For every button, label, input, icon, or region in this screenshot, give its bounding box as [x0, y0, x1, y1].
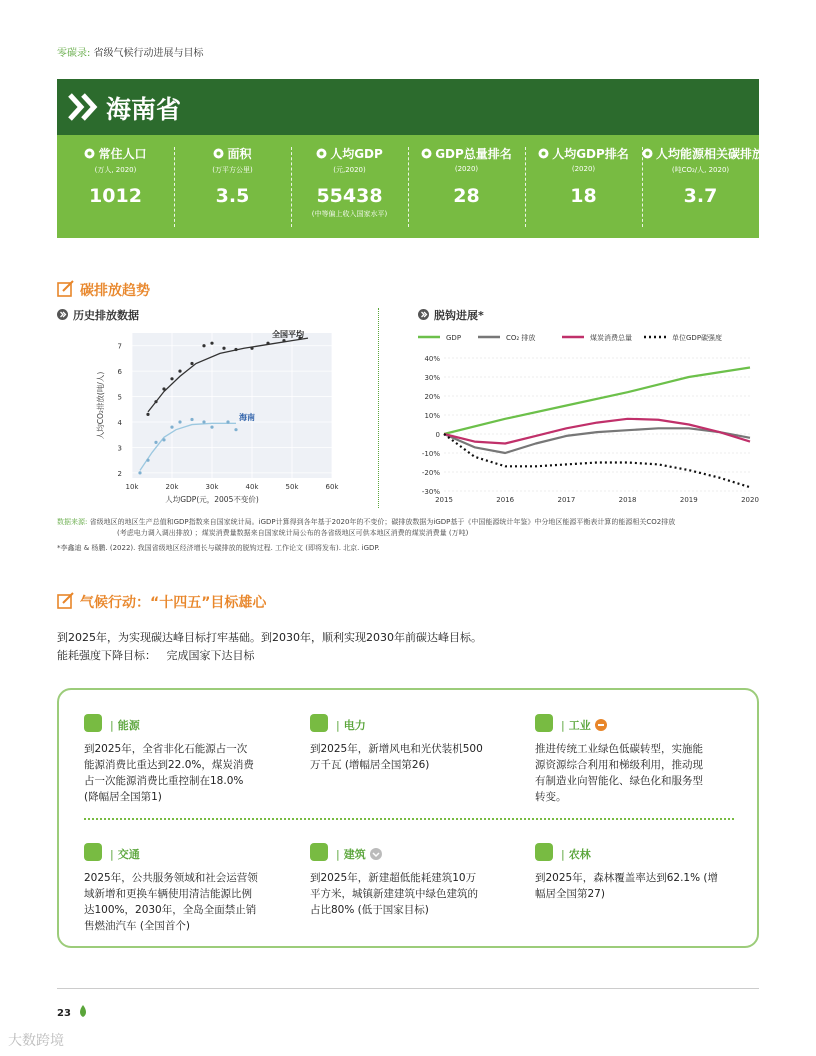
stat-unit: (2020)	[571, 165, 596, 173]
series-line	[444, 368, 750, 435]
co2-cloud-icon	[642, 148, 653, 159]
stat-label-text: 面积	[227, 147, 252, 161]
data-point	[154, 441, 157, 444]
money-icon	[316, 148, 327, 159]
legend-label: GDP	[446, 334, 462, 342]
bar-chart-icon	[421, 148, 432, 159]
stat-value: 1012	[89, 185, 142, 207]
y-tick-label: -30%	[421, 488, 440, 496]
watermark: 大数跨境	[8, 1033, 64, 1049]
card-text-line: 幅居全国第27)	[535, 888, 605, 900]
card-title-text: 交通	[117, 848, 140, 861]
stat-label-text: 人均能源相关碳排放	[656, 147, 765, 161]
data-point	[146, 413, 149, 416]
header-title: 省级气候行动进展与目标	[93, 48, 204, 59]
series-label: 海南	[239, 413, 255, 423]
stat-unit: (2020)	[454, 165, 479, 173]
edit-icon	[57, 280, 75, 298]
power-icon	[310, 714, 328, 732]
stat-label-text: 人均GDP排名	[552, 147, 629, 161]
line-chart	[412, 325, 762, 510]
card-text-line: 域新增和更换车辆使用清洁能源比例	[84, 888, 252, 900]
card-text	[535, 870, 735, 902]
plot-area	[132, 333, 332, 478]
down-arrow-circle-icon	[370, 848, 382, 860]
stat-4	[525, 135, 642, 238]
history-subtitle: 历史排放数据	[73, 309, 139, 322]
card-text-line: 到2025年，新建超低能耗建筑10万	[310, 872, 477, 884]
stat-value: 3.5	[215, 185, 250, 207]
card-text-line: 有制造业向智能化、绿色化和服务型	[535, 775, 703, 787]
source-line1: 省级地区的地区生产总值和GDP指数来自国家统计局。iGDP计算得到各年基于2020年的不变价；碳排放数据为iGDP基于《中国能源统计年鉴》中分地区能源平衡表计算的能源相关CO2排放	[89, 518, 676, 526]
data-point	[234, 348, 237, 351]
stat-unit: (吨CO₂/人, 2020)	[671, 166, 730, 174]
stat-label	[525, 145, 642, 162]
legend-label: CO₂ 排放	[506, 334, 536, 342]
building-icon	[310, 843, 328, 861]
card-text-line: 能源消费比重达到22.0%，煤炭消费	[84, 759, 254, 771]
y-tick-label: 2	[117, 469, 122, 478]
x-tick-label: 2018	[618, 496, 637, 504]
card-text	[310, 870, 510, 918]
data-point	[210, 342, 213, 345]
stat-unit: (万人, 2020)	[94, 166, 137, 174]
stat-label	[408, 145, 525, 162]
card-text-line: 售燃油汽车 (全国首个)	[84, 920, 191, 932]
card-text-line: 万千瓦 (增幅居全国第26)	[310, 759, 430, 771]
stat-label-text: GDP总量排名	[435, 147, 512, 161]
x-tick-label: 50k	[285, 483, 299, 491]
stat-3	[408, 135, 525, 238]
stat-unit: (元,2020)	[333, 166, 366, 174]
data-point	[178, 420, 181, 423]
leaf-icon	[78, 1004, 88, 1018]
data-point	[162, 438, 165, 441]
action-line2: 能耗强度下降目标： 完成国家下达目标	[57, 649, 255, 662]
stat-unit: (万平方公里)	[212, 166, 253, 174]
stat-note: (中等偏上收入国家水平)	[311, 210, 388, 218]
data-point	[202, 344, 205, 347]
province-name: 海南省	[106, 95, 182, 124]
y-tick-label: 0	[435, 431, 440, 439]
card-text	[310, 741, 510, 773]
card-text-line: 到2025年，全省非化石能源占一次	[84, 743, 248, 755]
card-text	[535, 741, 735, 805]
card-text-line: 推进传统工业绿色低碳转型，实施能	[535, 743, 703, 755]
chevron-circle-icon	[418, 309, 429, 320]
card-text-line: (降幅居全国第1)	[84, 791, 162, 803]
card-title-text: 电力	[343, 719, 366, 732]
legend-label: 煤炭消费总量	[590, 334, 632, 342]
data-source	[57, 517, 762, 528]
stat-separator	[408, 147, 409, 227]
chevron-circle-icon	[57, 309, 68, 320]
stat-label	[57, 145, 174, 162]
card-text-line: 到2025年，森林覆盖率达到62.1% (增	[535, 872, 719, 884]
card-text-line: 占比80% (低于国家目标)	[310, 904, 429, 916]
card-text-line: 转变。	[535, 791, 567, 803]
data-point	[210, 426, 213, 429]
y-tick-label: 3	[117, 444, 122, 453]
card-title: | 电力	[336, 719, 366, 732]
page-header	[57, 44, 204, 59]
y-tick-label: 30%	[424, 374, 440, 382]
data-point	[154, 400, 157, 403]
page-number: 23	[57, 1008, 71, 1019]
card-text-line: 平方米，城镇新建建筑中绿色建筑的	[310, 888, 478, 900]
y-tick-label: 20%	[424, 393, 440, 401]
card-title-text: 工业	[568, 719, 591, 732]
data-point	[170, 426, 173, 429]
stat-label	[291, 145, 408, 162]
data-point	[162, 387, 165, 390]
action-line1: 到2025年，为实现碳达峰目标打牢基础。到2030年，顺利实现2030年前碳达峰目标。	[57, 631, 482, 644]
trend-title: 碳排放趋势	[80, 283, 150, 299]
series-label: 全国平均	[272, 329, 304, 339]
data-point	[250, 347, 253, 350]
card-title-text: 建筑	[343, 848, 366, 861]
x-tick-label: 2019	[679, 496, 698, 504]
footer-line	[57, 988, 759, 989]
x-tick-label: 40k	[245, 483, 259, 491]
x-tick-label: 2016	[496, 496, 515, 504]
legend-label: 单位GDP碳强度	[672, 334, 723, 342]
x-tick-label: 2015	[435, 496, 453, 504]
data-point	[138, 471, 141, 474]
y-tick-label: 5	[117, 393, 122, 402]
data-point	[222, 347, 225, 350]
y-tick-label: -20%	[421, 469, 440, 477]
stat-value: 28	[453, 185, 480, 207]
header-label: 零碳录:	[57, 48, 91, 59]
stat-label-text: 人均GDP	[330, 147, 383, 161]
y-axis-label: 人均CO₂排放(吨/人)	[96, 371, 105, 440]
x-tick-label: 10k	[125, 483, 139, 491]
source-label: 数据来源:	[57, 518, 88, 526]
edit-icon	[57, 592, 75, 610]
stat-2	[291, 135, 408, 238]
card-text	[84, 741, 284, 805]
double-chevron-icon	[67, 92, 99, 122]
stat-separator	[291, 147, 292, 227]
data-point	[202, 420, 205, 423]
y-tick-label: -10%	[421, 450, 440, 458]
y-tick-label: 40%	[424, 355, 440, 363]
car-icon	[84, 843, 102, 861]
card-title: | 交通	[110, 848, 140, 861]
card-title-text: 农林	[568, 848, 591, 861]
card-text-line: 占一次能源消费比重控制在18.0%	[84, 775, 244, 787]
card-text-line: 到2025年，新增风电和光伏装机500	[310, 743, 483, 755]
x-tick-label: 30k	[205, 483, 219, 491]
stat-separator	[642, 147, 643, 227]
y-tick-label: 10%	[424, 412, 440, 420]
vertical-divider	[378, 308, 379, 508]
data-point	[234, 428, 237, 431]
data-point	[146, 459, 149, 462]
card-title: | 能源	[110, 719, 140, 732]
data-point	[226, 420, 229, 423]
stat-value: 18	[570, 185, 597, 207]
dotted-divider	[84, 818, 734, 820]
area-icon	[213, 148, 224, 159]
stat-label	[174, 145, 291, 162]
action-title: 气候行动：“十四五”目标雄心	[80, 595, 267, 611]
data-point	[266, 342, 269, 345]
card-text-line: 达100%，2030年，全岛全面禁止销	[84, 904, 257, 916]
stat-0	[57, 135, 174, 238]
decoupling-subtitle: 脱钩进展*	[434, 309, 484, 322]
stat-label	[642, 145, 765, 162]
card-title-text: 能源	[117, 719, 140, 732]
person-chart-icon	[538, 148, 549, 159]
x-tick-label: 2017	[557, 496, 576, 504]
x-tick-label: 20k	[165, 483, 179, 491]
scatter-chart	[92, 325, 352, 510]
stat-value: 3.7	[683, 185, 718, 207]
x-tick-label: 2020	[741, 496, 759, 504]
data-point	[190, 362, 193, 365]
series-line	[444, 428, 750, 453]
factory-icon	[535, 714, 553, 732]
stat-1	[174, 135, 291, 238]
data-point	[190, 418, 193, 421]
reference: *李鑫迪 & 杨鹏. (2022). 我国省级地区经济增长与碳排放的脱钩过程. 工作论文 (即将发布). 北京. iGDP.	[57, 544, 380, 552]
x-tick-label: 60k	[325, 483, 339, 491]
data-point	[178, 370, 181, 373]
card-text-line: 源资源综合利用和梯级利用，推动现	[535, 759, 703, 771]
card-title: | 建筑	[332, 846, 382, 862]
y-tick-label: 7	[117, 342, 122, 351]
stat-value: 55438	[316, 185, 383, 207]
card-text-line: 2025年，公共服务领域和社会运营领	[84, 872, 258, 884]
stat-5	[642, 135, 765, 238]
tree-icon	[535, 843, 553, 861]
card-text	[84, 870, 284, 934]
source-line2: (考虑电力调入调出排放) ；煤炭消费量数据来自国家统计局公布的各省级地区可供本地区消费的煤炭消费量 (万吨)	[117, 529, 469, 537]
people-icon	[84, 148, 95, 159]
x-axis-label: 人均GDP(元，2005不变价)	[165, 495, 259, 504]
y-tick-label: 6	[117, 368, 122, 377]
y-tick-label: 4	[117, 419, 122, 428]
stat-separator	[174, 147, 175, 227]
stat-separator	[525, 147, 526, 227]
data-point	[170, 377, 173, 380]
energy-icon	[84, 714, 102, 732]
card-title: | 工业	[557, 717, 607, 733]
data-point	[282, 339, 285, 342]
minus-circle-icon	[595, 719, 607, 731]
stat-label-text: 常住人口	[98, 147, 147, 161]
card-title: | 农林	[561, 848, 591, 861]
